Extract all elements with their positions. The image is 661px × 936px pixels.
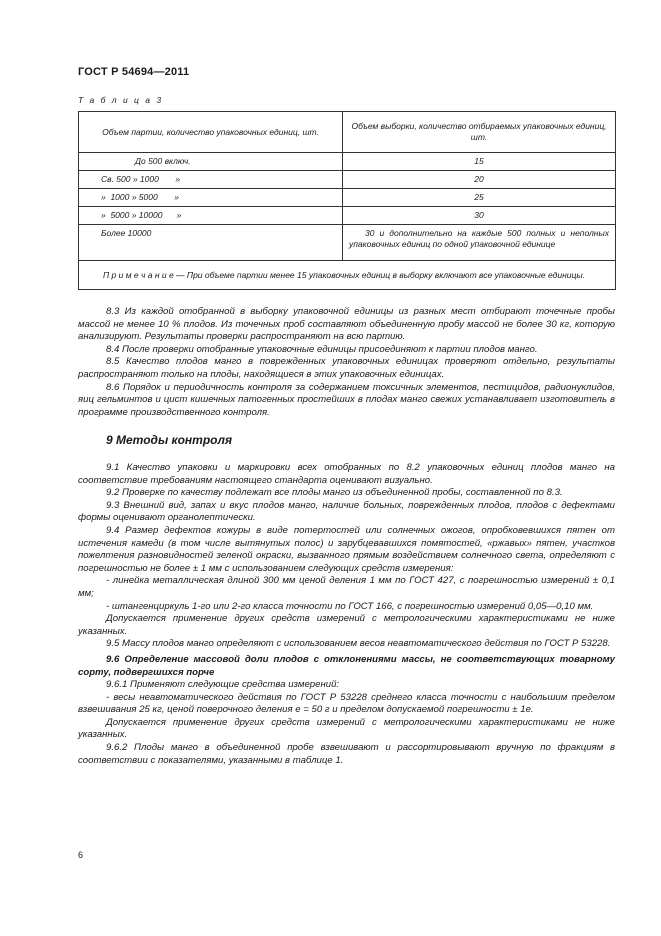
- paragraph-9-5: 9.5 Массу плодов манго определяют с использованием весов неавтоматического действия по ГОСТ Р 53228.: [106, 638, 611, 650]
- paragraph-9-2: 9.2 Проверке по качеству подлежат все плоды манго из объединенной пробы, составленной по 8.3.: [106, 487, 563, 499]
- table-row: [79, 225, 616, 261]
- sample-size-table: [78, 111, 616, 290]
- table-caption: Т а б л и ц а 3: [78, 95, 164, 105]
- table-header-lot-size: Объем партии, количество упаковочных единиц, шт.: [79, 112, 343, 153]
- paragraph-9-1: 9.1 Качество упаковки и маркировки всех отобранных по 8.2 упаковочных единиц плодов манго на соответствие требованиям настоящего стандарта оценивают визуально.: [78, 462, 615, 486]
- table-note: П р и м е ч а н и е — При объеме партии менее 15 упаковочных единиц в выборку включают все упаковочные единицы.: [79, 261, 616, 290]
- table-cell-lot: » 1000 » 5000 »: [79, 189, 343, 207]
- table-cell-lot: Св. 500 » 1000 »: [79, 171, 343, 189]
- section-9-body: [78, 462, 615, 767]
- paragraph-9-4: 9.4 Размер дефектов кожуры в виде потертостей или солнечных ожогов, опробковевшихся пятен от истечения камеди (в том числе вытянутых полос) и зарубцевавшихся помятостей, «ржавых» пятен, участков пожелтения разновидностей зеленой окраски, вызванного прямым воздействием солнечного света, определяют с погрешностью не более ± 1 мм с использованием следующих средств измерения:: [78, 524, 615, 574]
- paragraph-8-5: 8.5 Качество плодов манго в поврежденных упаковочных единицах проверяют отдельно, результаты распространяют только на плоды, находящиеся в этих упаковочных единицах.: [78, 356, 615, 380]
- table-cell-sample: 30 и дополнительно на каждые 500 полных и неполных упаковочных единиц по одной упаковочной единице: [343, 225, 616, 261]
- list-item-caliper: - штангенциркуль 1-го или 2-го класса точности по ГОСТ 166, с погрешностью измерений 0,05—0,10 мм.: [106, 600, 594, 612]
- list-item-scales: - весы неавтоматического действия по ГОСТ Р 53228 среднего класса точности с наибольшим пределом взвешивания 25 кг, ценой поверочного деления e = 50 г и пределом допускаемой погрешности ± 1e.: [78, 691, 615, 716]
- paragraph-8-3: 8.3 Из каждой отобранной в выборку упаковочной единицы из разных мест отбирают точечные пробы массой не менее 10 % плодов. Из точечных проб составляют объединенную пробу массой не более 30 кг, которую анализируют. Результаты проверки распространяют на всю партию.: [78, 306, 615, 343]
- table-row: [79, 153, 616, 171]
- table-row: [79, 189, 616, 207]
- table-row: [79, 207, 616, 225]
- table-note-row: [79, 261, 616, 290]
- paragraph-8-4: 8.4 После проверки отобранные упаковочные единицы присоединяют к партии плодов манго.: [106, 343, 538, 355]
- table-header-sample-size: Объем выборки, количество отбираемых упаковочных единиц, шт.: [343, 112, 616, 153]
- paragraph-9-3: 9.3 Внешний вид, запах и вкус плодов манго, наличие больных, поврежденных плодов, плодов с дефектами формы оценивают органолептически.: [78, 499, 615, 524]
- table-cell-sample: 20: [343, 171, 616, 189]
- table-cell-lot: » 5000 » 10000 »: [79, 207, 343, 225]
- table-cell-lot: До 500 включ.: [79, 153, 343, 171]
- table-header-row: [79, 112, 616, 153]
- paragraph-alt-instruments-2: Допускается применение других средств измерений с метрологическими характеристиками не ниже указанных.: [78, 716, 615, 741]
- table-cell-lot: Более 10000: [79, 225, 343, 261]
- paragraph-9-6-1: 9.6.1 Применяют следующие средства измерений:: [106, 679, 340, 691]
- table-cell-sample: 30: [343, 207, 616, 225]
- paragraph-8-6: 8.6 Порядок и периодичность контроля за содержанием токсичных элементов, пестицидов, радионуклидов, яиц гельминтов и цист кишечных патогенных простейших в плодах манго свежих устанавливает изготовитель в программе производственного контроля.: [78, 381, 615, 418]
- subsection-9-6-title: 9.6 Определение массовой доли плодов с отклонениями массы, не соответствующих товарному сорту, подвергшихся порче: [78, 653, 615, 678]
- table-cell-sample: 15: [343, 153, 616, 171]
- paragraph-9-6-2: 9.6.2 Плоды манго в объединенной пробе взвешивают и рассортировывают вручную по фракциям в соответствии с показателями, указанными в таблице 1.: [78, 742, 615, 766]
- page-number: 6: [78, 850, 84, 860]
- standard-header: ГОСТ Р 54694—2011: [78, 66, 190, 78]
- section-9-title: 9 Методы контроля: [106, 433, 233, 447]
- table-row: [79, 171, 616, 189]
- table-cell-sample: 25: [343, 189, 616, 207]
- section-8-continuation: [78, 306, 615, 419]
- list-item-ruler: - линейка металлическая длиной 300 мм ценой деления 1 мм по ГОСТ 427, с погрешностью измерений ± 0,1 мм;: [78, 575, 615, 599]
- paragraph-alt-instruments: Допускается применение других средств измерений с метрологическими характеристиками не ниже указанных.: [78, 613, 615, 637]
